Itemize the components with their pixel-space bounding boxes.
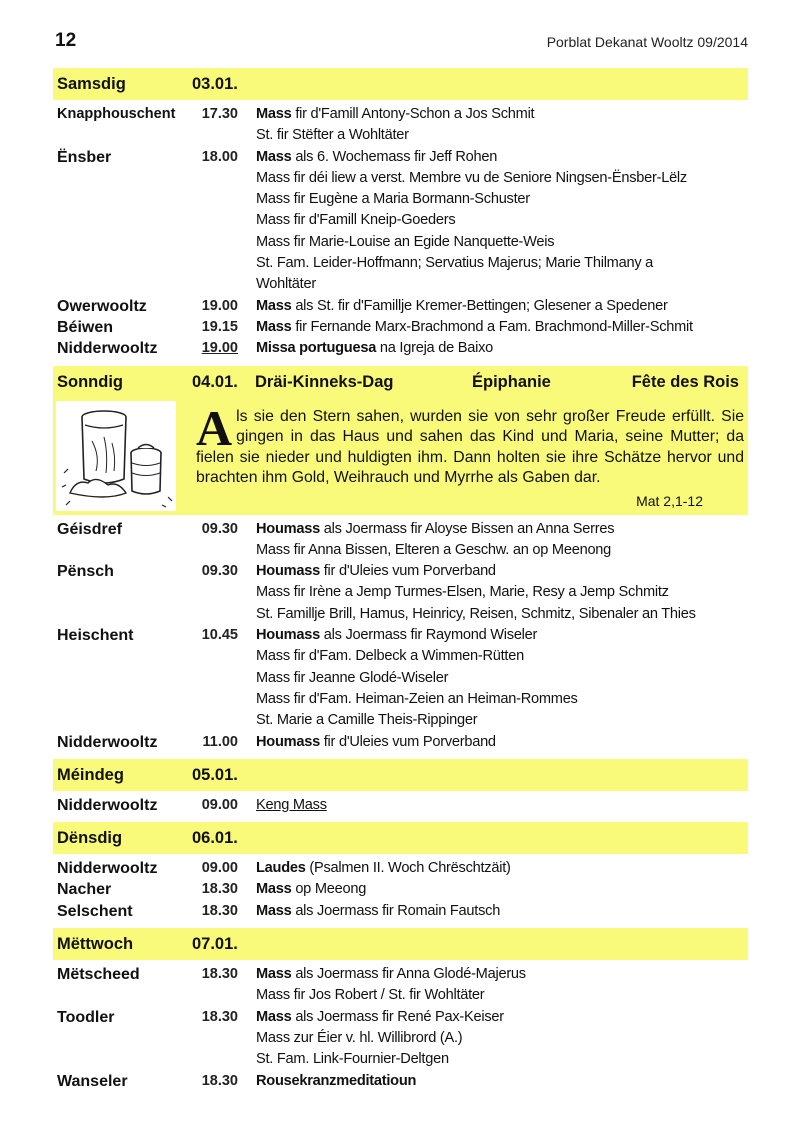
mass-line: St. Famillje Brill, Hamus, Heinricy, Reisen, Schmitz, Sibenaler an Thies	[256, 605, 696, 622]
place-name: Nidderwooltz	[57, 860, 158, 878]
drop-cap: A	[196, 399, 233, 456]
place-name: Heischent	[57, 627, 134, 645]
mass-line: Missa portuguesa na Igreja de Baixo	[256, 340, 494, 357]
mass-line: Mass als Joermass fir René Pax-Keiser	[256, 1008, 504, 1025]
feast-name-french: Fête des Rois	[631, 372, 739, 391]
bible-reference: Mat 2,1-12	[636, 492, 703, 509]
day-name: Samsdig	[57, 75, 126, 93]
mass-time: 19.00	[201, 340, 238, 357]
schedule-entry	[53, 104, 748, 147]
day-header-meindeg	[53, 759, 748, 791]
mass-line: Mass fir d'Famill Antony-Schon a Jos Schmit	[256, 106, 535, 122]
schedule-entry	[53, 625, 748, 731]
place-name: Mëtscheed	[57, 966, 140, 984]
mass-line: Mass als Joermass fir Romain Fautsch	[256, 902, 501, 919]
day-header-densdig	[53, 822, 748, 854]
schedule-entry	[53, 1071, 748, 1092]
day-header-sonndig	[53, 366, 748, 398]
mass-time: 18.30	[201, 1008, 238, 1025]
day-date: 03.01.	[192, 75, 238, 93]
schedule-entry	[53, 147, 748, 296]
place-name: Owerwooltz	[57, 297, 147, 315]
mass-line: St. fir Stëfter a Wohltäter	[256, 127, 409, 144]
jars-illustration	[56, 401, 176, 511]
schedule-entry	[53, 561, 748, 625]
mass-line: Mass fir d'Famill Kneip-Goeders	[256, 212, 456, 229]
schedule-entry	[53, 879, 748, 900]
day-date: 04.01.	[192, 372, 238, 391]
mass-line: Mass fir Jos Robert / St. fir Wohltäter	[256, 987, 485, 1004]
mass-time: 17.30	[201, 106, 238, 122]
day-date: 07.01.	[192, 935, 238, 954]
schedule-entry	[53, 519, 748, 562]
mass-time: 19.00	[201, 297, 238, 314]
day-date: 05.01.	[192, 765, 238, 784]
place-name: Géisdref	[57, 520, 122, 538]
place-name: Toodler	[57, 1008, 115, 1026]
mass-line: Rousekranzmeditatioun	[256, 1072, 417, 1089]
mass-time: 18.30	[201, 881, 238, 898]
day-name: Dënsdig	[57, 829, 123, 848]
schedule-entry	[53, 795, 748, 816]
day-name: Sonndig	[57, 372, 123, 391]
place-name: Selschent	[57, 902, 133, 920]
publication-title: Porblat Dekanat Wooltz 09/2014	[546, 34, 748, 50]
mass-line: St. Fam. Link-Fournier-Deltgen	[256, 1051, 449, 1068]
page-number: 12	[55, 30, 77, 51]
mass-time: 09.00	[201, 860, 238, 877]
day-name: Mëttwoch	[57, 935, 134, 954]
place-name: Ënsber	[57, 148, 112, 166]
mass-line: Mass fir Fernande Marx-Brachmond a Fam. Brachmond-Miller-Schmit	[256, 318, 693, 335]
mass-line: Keng Mass	[256, 796, 327, 813]
mass-time: 09.00	[201, 796, 238, 813]
place-name: Nacher	[57, 881, 112, 899]
mass-line: Mass fir déi liew a verst. Membre vu de Seniore Ningsen-Ënsber-Lëlz	[256, 169, 687, 186]
mass-time: 11.00	[202, 733, 238, 750]
mass-line: Houmass als Joermass fir Aloyse Bissen an Anna Serres	[256, 520, 615, 537]
schedule-entry	[53, 901, 748, 922]
mass-line: Mass zur Éier v. hl. Willibrord (A.)	[256, 1029, 463, 1046]
place-name: Pënsch	[57, 563, 114, 581]
mass-time: 10.45	[201, 627, 238, 644]
day-header-samsdig	[53, 68, 748, 100]
mass-time: 18.00	[201, 148, 238, 165]
mass-line: Mass fir Anna Bissen, Elteren a Geschw. an op Meenong	[256, 541, 612, 558]
schedule-entry	[53, 1007, 748, 1071]
schedule	[53, 68, 748, 1092]
mass-line: Mass op Meeong	[256, 881, 367, 898]
mass-line: Mass fir Irène a Jemp Turmes-Elsen, Marie, Resy a Jemp Schmitz	[256, 584, 669, 601]
mass-line: Mass fir Jeanne Glodé-Wiseler	[256, 669, 449, 686]
mass-line: Mass als Joermass fir Anna Glodé-Majerus	[256, 966, 526, 983]
schedule-entry	[53, 858, 748, 879]
schedule-entry	[53, 964, 748, 1007]
place-name: Béiwen	[57, 318, 114, 336]
day-date: 06.01.	[192, 829, 238, 848]
feast-name-latin: Épiphanie	[472, 372, 551, 391]
day-header-mettwoch	[53, 928, 748, 960]
mass-line: Houmass fir d'Uleies vum Porverband	[256, 733, 496, 750]
mass-line: Houmass als Joermass fir Raymond Wiseler	[256, 627, 538, 644]
mass-line: Laudes (Psalmen II. Woch Chrëschtzäit)	[256, 860, 511, 877]
gospel-reading-box	[53, 398, 748, 515]
place-name: Knapphouschent	[57, 106, 176, 122]
schedule-entry	[53, 338, 748, 359]
schedule-entry	[53, 732, 748, 753]
mass-line: Mass fir d'Fam. Heiman-Zeien an Heiman-Rommes	[256, 690, 578, 707]
mass-line: Mass fir Eugène a Maria Bormann-Schuster	[256, 191, 530, 208]
mass-line: Mass fir d'Fam. Delbeck a Wimmen-Rütten	[256, 648, 524, 665]
mass-time: 18.30	[201, 1072, 238, 1089]
mass-time: 09.30	[201, 520, 238, 537]
mass-line: Mass fir Marie-Louise an Egide Nanquette-Weis	[256, 233, 555, 250]
mass-time: 19.15	[201, 318, 238, 335]
feast-name-luxembourgish: Dräi-Kinneks-Dag	[255, 372, 394, 391]
mass-line: St. Fam. Leider-Hoffmann; Servatius Majerus; Marie Thilmany a	[256, 255, 654, 272]
mass-line: Houmass fir d'Uleies vum Porverband	[256, 563, 496, 580]
mass-time: 09.30	[201, 563, 238, 580]
schedule-entry	[53, 317, 748, 338]
mass-line: St. Marie a Camille Theis-Rippinger	[256, 712, 478, 729]
mass-line: Mass als St. fir d'Famillje Kremer-Bettingen; Glesener a Spedener	[256, 297, 668, 314]
mass-line: Mass als 6. Wochemass fir Jeff Rohen	[256, 148, 498, 165]
schedule-entry	[53, 296, 748, 317]
place-name: Nidderwooltz	[57, 733, 158, 751]
page-header	[55, 30, 748, 58]
mass-line: Wohltäter	[256, 276, 316, 293]
mass-time: 18.30	[201, 966, 238, 983]
gospel-text: Als sie den Stern sahen, wurden sie von sehr großer Freude erfüllt. Sie gingen in das Haus und sahen das Kind und Maria, seine Mutter; da fielen sie nieder und huldigten ihm. Dann holten sie ihre Schätze hervor und brachten ihm Gold, Weihrauch und Myrrhe als Gaben dar.	[196, 399, 744, 487]
place-name: Nidderwooltz	[57, 340, 158, 358]
day-name: Méindeg	[57, 765, 124, 784]
place-name: Nidderwooltz	[57, 796, 158, 814]
place-name: Wanseler	[57, 1072, 128, 1090]
mass-time: 18.30	[201, 902, 238, 919]
